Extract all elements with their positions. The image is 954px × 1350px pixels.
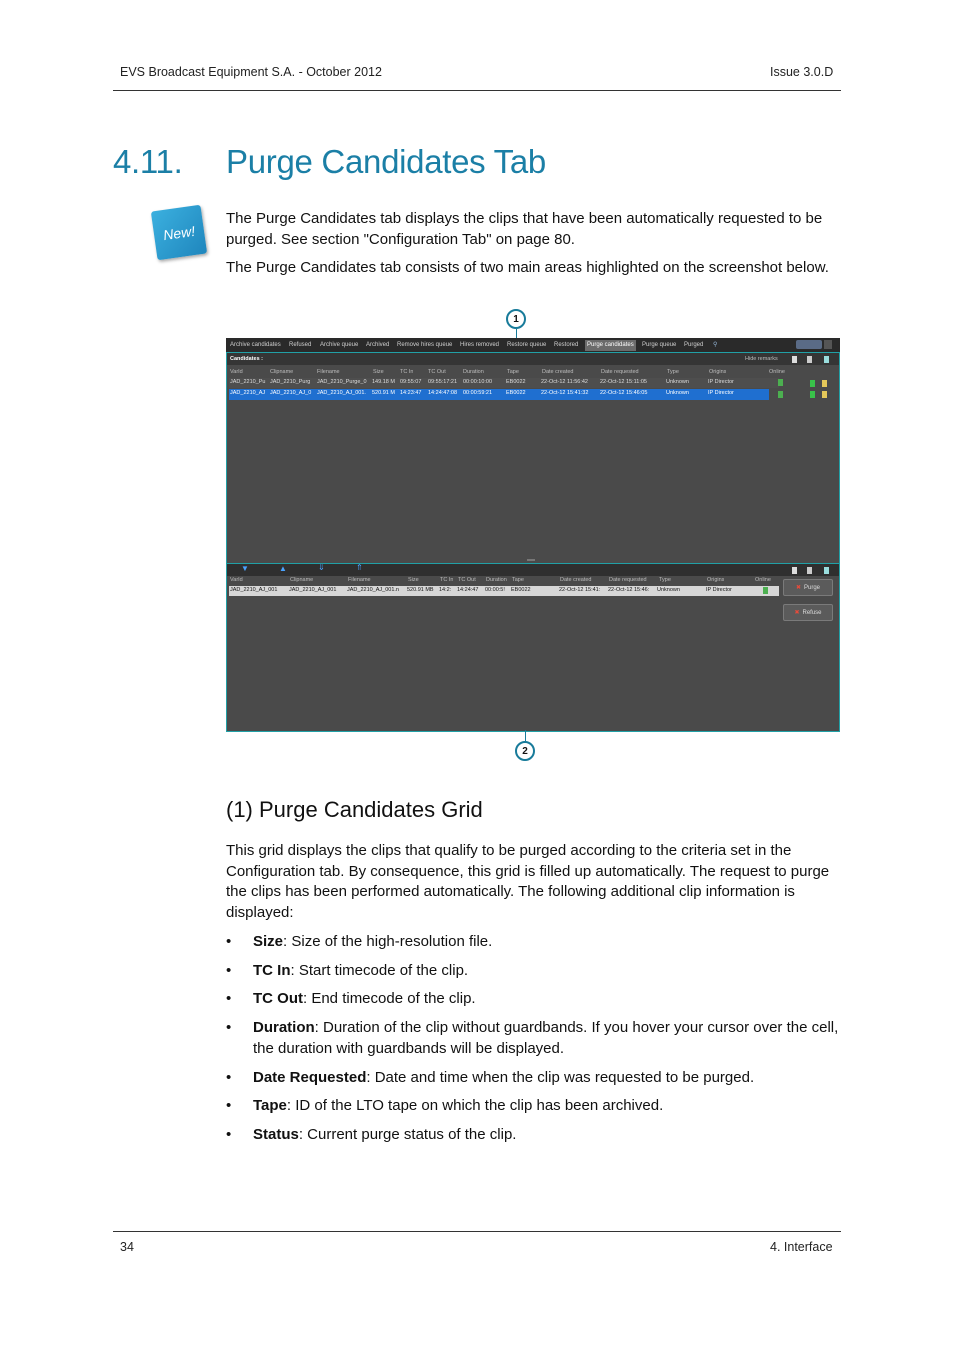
grid1-col-duration[interactable]: Duration <box>463 369 484 375</box>
cell-tcout: 14:24:47:08 <box>428 390 458 396</box>
table-row[interactable] <box>229 378 779 388</box>
tools-icon[interactable] <box>807 356 812 363</box>
candidates-titlebar <box>227 353 839 365</box>
purge-candidates-screenshot <box>226 338 840 732</box>
cell-tcin: 09:55:07 <box>400 379 422 385</box>
purge-icon: ✖ <box>795 585 801 591</box>
grid1-col-type[interactable]: Type <box>667 369 679 375</box>
grid1-col-varid[interactable]: VarId <box>230 369 243 375</box>
bullet-term: Duration <box>253 1019 315 1036</box>
grid1-col-date-requested[interactable]: Date requested <box>601 369 639 375</box>
grid2-col-clipname[interactable]: Clipname <box>290 577 314 583</box>
tab-archive-queue[interactable]: Archive queue <box>320 342 359 348</box>
page-number: 34 <box>120 1240 134 1254</box>
play-icon[interactable] <box>810 391 815 398</box>
cell-duration: 00:00:59:21 <box>463 390 493 396</box>
search-icon[interactable]: ⚲ <box>713 342 718 348</box>
candidates-grid-area <box>226 352 840 565</box>
cell-size: 520.91 M <box>372 390 395 396</box>
tab-restored[interactable]: Restored <box>554 342 579 348</box>
window-controls[interactable] <box>796 340 822 349</box>
move-up-icon[interactable]: ▲ <box>279 564 287 573</box>
tab-purge-queue[interactable]: Purge queue <box>642 342 677 348</box>
cell-tcout: 14:24:47 <box>457 587 479 593</box>
grid2-col-varid[interactable]: VarId <box>230 577 243 583</box>
tab-archived[interactable]: Archived <box>366 342 390 348</box>
cell-date-requested: 22-Oct-12 15:46:05 <box>600 390 648 396</box>
cell-origins: IP Director <box>708 379 734 385</box>
cell-type: Unknown <box>666 390 689 396</box>
grid2-col-tcin[interactable]: TC In <box>440 577 454 583</box>
online-icon <box>763 587 768 594</box>
tab-refused[interactable]: Refused <box>289 342 312 348</box>
purge-button[interactable] <box>783 579 833 596</box>
tab-remove-hires-queue[interactable]: Remove hires queue <box>397 342 453 348</box>
cell-duration: 00:00:5! <box>485 587 505 593</box>
cell-size: 520.91 MB <box>407 587 434 593</box>
callout-1: 1 <box>506 309 526 329</box>
bullet-desc: : Duration of the clip without guardbands. If you hover your cursor over the cell, the duration with guardbands will be displayed. <box>253 1019 839 1057</box>
bullet-term: TC Out <box>253 990 303 1007</box>
bullet-term: Date Requested <box>253 1069 367 1086</box>
tab-hires-removed[interactable]: Hires removed <box>460 342 500 348</box>
grid1-col-size[interactable]: Size <box>373 369 384 375</box>
grid2-col-size[interactable]: Size <box>408 577 419 583</box>
grid2-col-date-created[interactable]: Date created <box>560 577 592 583</box>
cell-varid: JAD_2210_Pu <box>230 379 266 385</box>
bullet-term: Tape <box>253 1097 287 1114</box>
tab-purge-candidates[interactable]: Purge candidates <box>585 340 636 351</box>
refuse-icon: ✖ <box>794 610 800 616</box>
cell-duration: 00:00:10:00 <box>463 379 493 385</box>
footer-rule <box>113 1231 841 1232</box>
tab-bar <box>226 338 840 352</box>
grid2-col-date-requested[interactable]: Date requested <box>609 577 647 583</box>
cell-varid: JAD_2210_AJ_001 <box>230 587 278 593</box>
header-rule <box>113 90 841 91</box>
callout-2: 2 <box>515 741 535 761</box>
section-number: 4.11. <box>113 143 183 180</box>
tab-archive-candidates[interactable]: Archive candidates <box>230 342 281 348</box>
move-all-up-icon[interactable]: ⇑ <box>356 563 363 572</box>
grid2-col-tcout[interactable]: TC Out <box>458 577 476 583</box>
intro-paragraph-1: The Purge Candidates tab displays the clips that have been automatically requested to be purged. See section "Configuration Tab" on page 80. <box>226 210 823 248</box>
folder-icon[interactable] <box>822 380 827 387</box>
cell-filename: JAD_2210_Purge_0 <box>317 379 367 385</box>
intro-paragraph-2: The Purge Candidates tab consists of two main areas highlighted on the screenshot below. <box>226 259 829 276</box>
grid1-col-date-created[interactable]: Date created <box>542 369 574 375</box>
cell-size: 149.18 M <box>372 379 395 385</box>
bullet-desc: : Date and time when the clip was requested to be purged. <box>366 1069 755 1086</box>
new-badge-icon <box>151 205 207 260</box>
bullet-dot: • <box>226 1069 232 1086</box>
refuse-button[interactable] <box>783 604 833 621</box>
bullet-dot: • <box>226 1019 232 1036</box>
move-all-down-icon[interactable]: ⇓ <box>318 563 325 572</box>
grid2-col-tape[interactable]: Tape <box>512 577 524 583</box>
bullet-term: TC In <box>253 962 291 979</box>
cell-origins: IP Director <box>708 390 734 396</box>
online-icon <box>778 391 783 398</box>
cell-tcin: 14:2: <box>439 587 452 593</box>
purge-queue-area <box>226 563 840 732</box>
cell-tape: EB0022 <box>511 587 531 593</box>
bullet-dot: • <box>226 962 232 979</box>
bullet-dot: • <box>226 933 232 950</box>
hide-remarks-toggle[interactable]: Hide remarks <box>745 356 778 362</box>
play-icon[interactable] <box>810 380 815 387</box>
cell-date-created: 22-Oct-12 11:56:42 <box>541 379 588 385</box>
export-icon[interactable] <box>792 567 797 574</box>
refuse-button-label: Refuse <box>802 609 822 616</box>
bullet-desc: : Start timecode of the clip. <box>290 962 469 979</box>
purge-button-label: Purge <box>804 584 821 591</box>
tab-restore-queue[interactable]: Restore queue <box>507 342 547 348</box>
dropdown-icon[interactable] <box>824 340 832 349</box>
bullet-desc: : Current purge status of the clip. <box>298 1126 517 1143</box>
cell-tcout: 09:55:17:21 <box>428 379 458 385</box>
header-left: EVS Broadcast Equipment S.A. - October 2012 <box>120 65 382 79</box>
table-row[interactable] <box>229 586 779 596</box>
grid1-col-clipname[interactable]: Clipname <box>270 369 294 375</box>
export-icon[interactable] <box>792 356 797 363</box>
online-icon <box>778 379 783 386</box>
grid2-col-duration[interactable]: Duration <box>486 577 507 583</box>
cell-date-created: 22-Oct-12 15:41:32 <box>541 390 589 396</box>
bullet-dot: • <box>226 1097 232 1114</box>
cell-type: Unknown <box>666 379 689 385</box>
bullet-term: Status <box>253 1126 299 1143</box>
table-row-selected[interactable] <box>229 389 769 400</box>
tools-icon[interactable] <box>807 567 812 574</box>
grid2-col-origins[interactable]: Origins <box>707 577 725 583</box>
grid2-col-online[interactable]: Online <box>755 577 771 583</box>
new-badge-label: New! <box>162 222 196 243</box>
cell-clipname: JAD_2210_AJ_001 <box>289 587 337 593</box>
callout-2-line <box>525 730 526 741</box>
header-right: Issue 3.0.D <box>770 65 834 79</box>
grid2-col-filename[interactable]: Filename <box>348 577 371 583</box>
grid1-col-tcout[interactable]: TC Out <box>428 369 446 375</box>
grid1-col-tcin[interactable]: TC In <box>400 369 414 375</box>
move-down-icon[interactable]: ▼ <box>241 564 249 573</box>
move-toolbar <box>227 564 839 576</box>
bullet-dot: • <box>226 990 232 1007</box>
cell-tape: EB0022 <box>506 390 526 396</box>
section-title: Purge Candidates Tab <box>226 143 546 180</box>
bullet-desc: : End timecode of the clip. <box>303 990 476 1007</box>
cell-origins: IP Director <box>706 587 732 593</box>
cell-date-requested: 22-Oct-12 15:46: <box>608 587 650 593</box>
cell-clipname: JAD_2210_AJ_0 <box>270 390 312 396</box>
grid-paragraph: This grid displays the clips that qualify to be purged according to the criteria set in the Configuration tab. By consequence, this grid is filled up automatically. The request to purge the clips has been performed automatically. The following additional clip information is displayed: <box>226 842 830 921</box>
grid1-col-filename[interactable]: Filename <box>317 369 340 375</box>
cell-filename: JAD_2210_AJ_001.n <box>347 587 399 593</box>
folder-icon[interactable] <box>822 391 827 398</box>
grid2-col-type[interactable]: Type <box>659 577 671 583</box>
cell-varid: JAD_2210_AJ <box>230 390 266 396</box>
cell-filename: JAD_2210_AJ_001. <box>317 390 366 396</box>
grid1-col-origins[interactable]: Origins <box>709 369 727 375</box>
footer-chapter: 4. Interface <box>770 1240 833 1254</box>
subsection-title: (1) Purge Candidates Grid <box>226 797 483 822</box>
cell-type: Unknown <box>657 587 680 593</box>
cell-tape: EB0022 <box>506 379 526 385</box>
cell-clipname: JAD_2210_Purg <box>270 379 311 385</box>
tab-purged[interactable]: Purged <box>684 342 704 348</box>
clipboard-icon[interactable] <box>824 356 829 363</box>
clipboard-icon[interactable] <box>824 567 829 574</box>
candidates-title: Candidates : <box>230 356 264 362</box>
splitter-handle[interactable] <box>527 559 535 561</box>
bullet-desc: : ID of the LTO tape on which the clip has been archived. <box>286 1097 664 1114</box>
cell-tcin: 14:23:47 <box>400 390 422 396</box>
cell-date-requested: 22-Oct-12 15:11:05 <box>600 379 647 385</box>
bullet-dot: • <box>226 1126 232 1143</box>
grid1-col-tape[interactable]: Tape <box>507 369 519 375</box>
grid1-col-online[interactable]: Online <box>769 369 785 375</box>
bullet-desc: : Size of the high-resolution file. <box>283 933 493 950</box>
bullet-term: Size <box>253 933 284 950</box>
cell-date-created: 22-Oct-12 15:41: <box>559 587 601 593</box>
